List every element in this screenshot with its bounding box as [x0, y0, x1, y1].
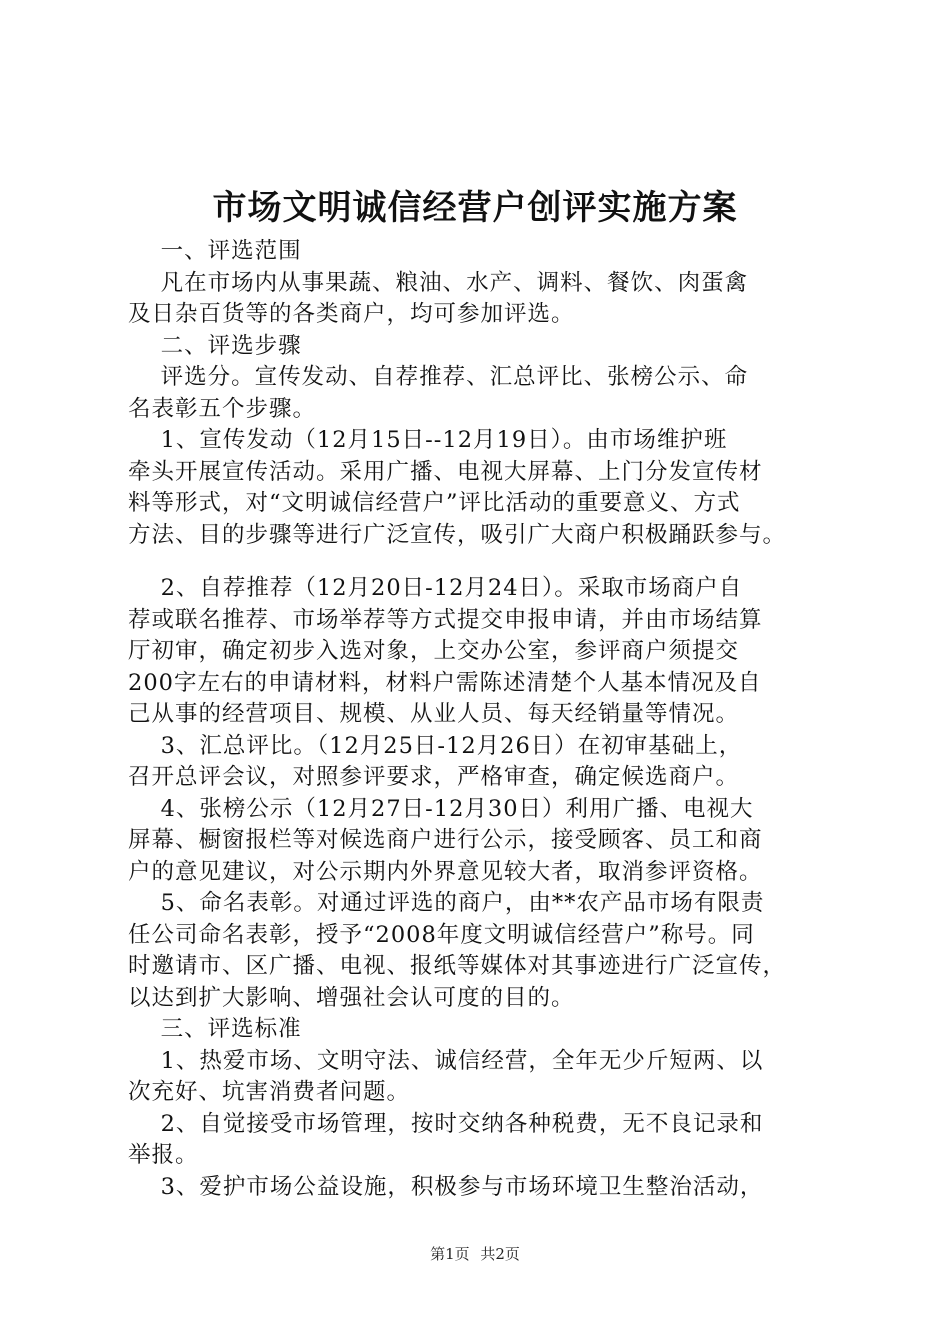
paragraph-line: 户的意见建议，对公示期内外界意见较大者，取消参评资格。: [128, 858, 763, 885]
paragraph-line: 时邀请市、区广播、电视、报纸等媒体对其事迹进行广泛宣传，: [128, 953, 787, 979]
paragraph-line: 4、张榜公示（12月27日-12月30日）利用广播、电视大: [128, 795, 754, 822]
section-heading: 三、评选标准: [128, 1016, 302, 1042]
paragraph-line: 荐或联名推荐、市场举荐等方式提交申报申请，并由市场结算: [128, 606, 763, 633]
paragraph-line: 牵头开展宣传活动。采用广播、电视大屏幕、上门分发宣传材: [128, 458, 763, 485]
paragraph-line: 评选分。宣传发动、自荐推荐、汇总评比、张榜公示、命: [128, 364, 749, 390]
document-body: [128, 236, 844, 1203]
paragraph-line: 200字左右的申请材料，材料户需陈述清楚个人基本情况及自: [128, 669, 762, 696]
paragraph-line: 以达到扩大影响、增强社会认可度的目的。: [128, 984, 575, 1011]
paragraph-line: 任公司命名表彰，授予“2008年度文明诚信经营户”称号。同: [128, 921, 755, 948]
paragraph-gap: [128, 551, 844, 573]
paragraph-line: 2、自觉接受市场管理，按时交纳各种税费，无不良记录和: [128, 1110, 764, 1137]
section-heading: 一、评选范围: [128, 238, 302, 264]
paragraph-line: 方法、目的步骤等进行广泛宣传，吸引广大商户积极踊跃参与。: [128, 521, 787, 548]
paragraph-line: 料等形式，对“文明诚信经营户”评比活动的重要意义、方式: [128, 490, 741, 516]
paragraph-line: 厅初审，确定初步入选对象，上交办公室，参评商户须提交: [128, 638, 740, 664]
paragraph-line: 3、爱护市场公益设施，积极参与市场环境卫生整治活动，: [128, 1173, 764, 1200]
paragraph-line: 召开总评会议，对照参评要求，严格审查，确定候选商户。: [128, 764, 740, 790]
paragraph-line: 5、命名表彰。对通过评选的商户，由**农产品市场有限责: [128, 890, 765, 916]
page-number: 第1页: [430, 1245, 470, 1263]
paragraph-line: 己从事的经营项目、规模、从业人员、每天经销量等情况。: [128, 701, 740, 727]
section-heading: 二、评选步骤: [128, 332, 302, 359]
paragraph-line: 1、宣传发动（12月15日--12月19日）。由市场维护班: [128, 427, 728, 453]
paragraph-line: 1、热爱市场、文明守法、诚信经营，全年无少斤短两、以: [128, 1047, 764, 1074]
paragraph-line: 名表彰五个步骤。: [128, 395, 317, 422]
paragraph-line: 次充好、坑害消费者问题。: [128, 1079, 411, 1105]
paragraph-line: 屏幕、橱窗报栏等对候选商户进行公示，接受顾客、员工和商: [128, 827, 763, 853]
page-total: 共2页: [480, 1245, 520, 1263]
paragraph-line: 2、自荐推荐（12月20日-12月24日）。采取市场商户自: [128, 575, 743, 601]
paragraph-line: 3、汇总评比。（12月25日-12月26日）在初审基础上，: [128, 732, 743, 759]
paragraph-line: 及日杂百货等的各类商户，均可参加评选。: [128, 301, 575, 327]
paragraph-line: 凡在市场内从事果蔬、粮油、水产、调料、餐饮、肉蛋禽: [128, 269, 749, 296]
page-footer: [0, 1243, 950, 1265]
paragraph-line: 举报。: [128, 1142, 199, 1168]
document-title: 市场文明诚信经营户创评实施方案: [212, 188, 738, 228]
